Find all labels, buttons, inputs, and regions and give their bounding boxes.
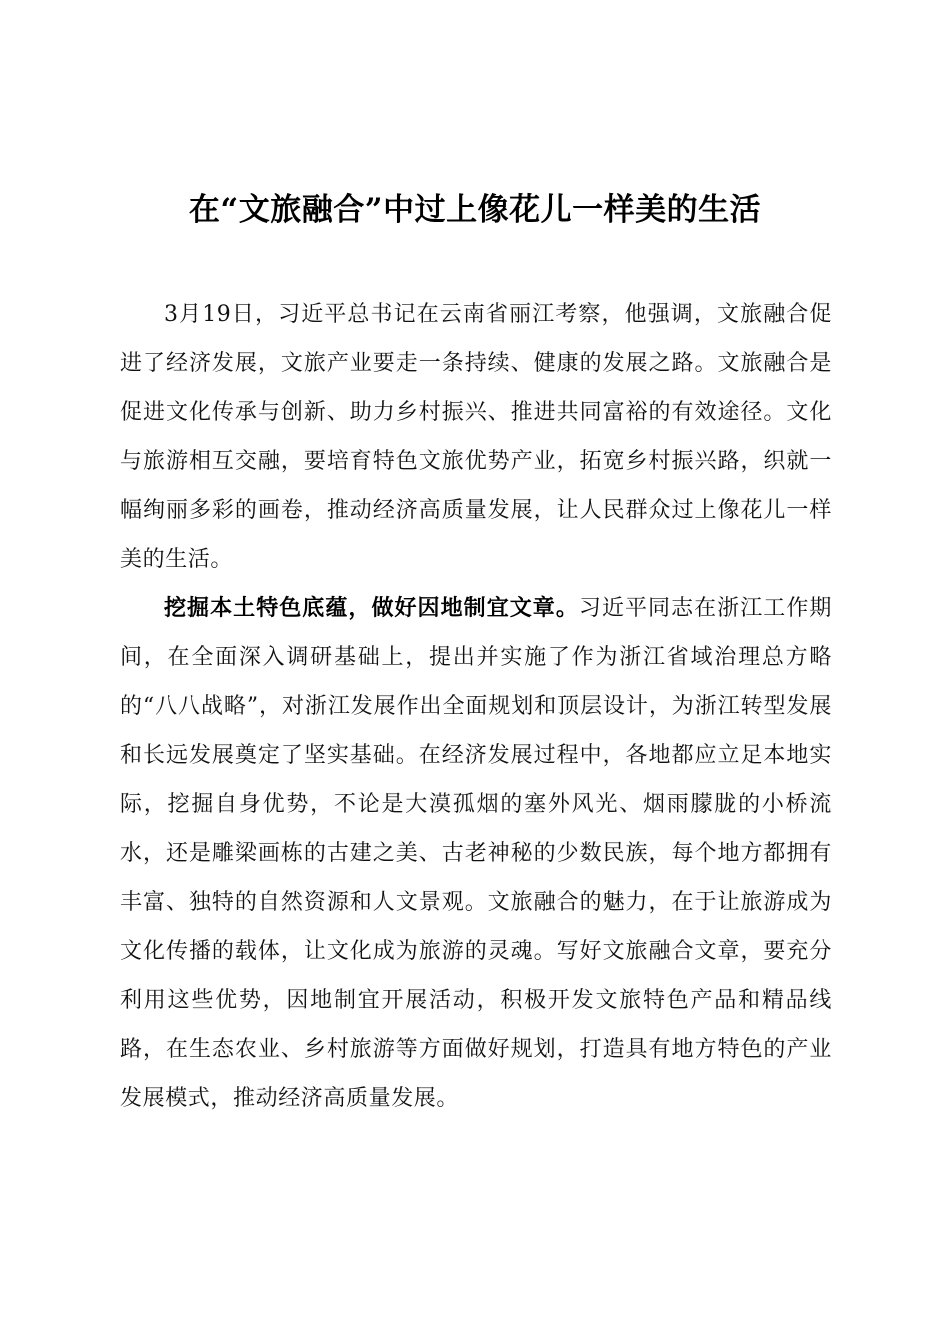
paragraph-text: 3月19日，习近平总书记在云南省丽江考察，他强调，文旅融合促进了经济发展，文旅产业要走一条持续、健康的发展之路。文旅融合是促进文化传承与创新、助力乡村振兴、推进共同富裕的有效途径。文化与旅游相互交融，要培育特色文旅优势产业，拓宽乡村振兴路，织就一幅绚丽多彩的画卷，推动经济高质量发展，让人民群众过上像花儿一样美的生活。 — [120, 302, 832, 572]
document-title: 在“文旅融合”中过上像花儿一样美的生活 — [188, 192, 762, 228]
paragraph-lead: 挖掘本土特色底蕴，做好因地制宜文章。 — [164, 596, 579, 621]
paragraph-intro — [120, 290, 832, 584]
document-body — [120, 290, 832, 1123]
paragraph-local-features — [120, 584, 832, 1123]
paragraph-text: 习近平同志在浙江工作期间，在全面深入调研基础上，提出并实施了作为浙江省域治理总方略的“八八战略”，对浙江发展作出全面规划和顶层设计，为浙江转型发展和长远发展奠定了坚实基础。在经济发展过程中，各地都应立足本地实际，挖掘自身优势，不论是大漠孤烟的塞外风光、烟雨朦胧的小桥流水，还是雕梁画栋的古建之美、古老神秘的少数民族，每个地方都拥有丰富、独特的自然资源和人文景观。文旅融合的魅力，在于让旅游成为文化传播的载体，让文化成为旅游的灵魂。写好文旅融合文章，要充分利用这些优势，因地制宜开展活动，积极开发文旅特色产品和精品线路，在生态农业、乡村旅游等方面做好规划，打造具有地方特色的产业发展模式，推动经济高质量发展。 — [120, 596, 832, 1111]
